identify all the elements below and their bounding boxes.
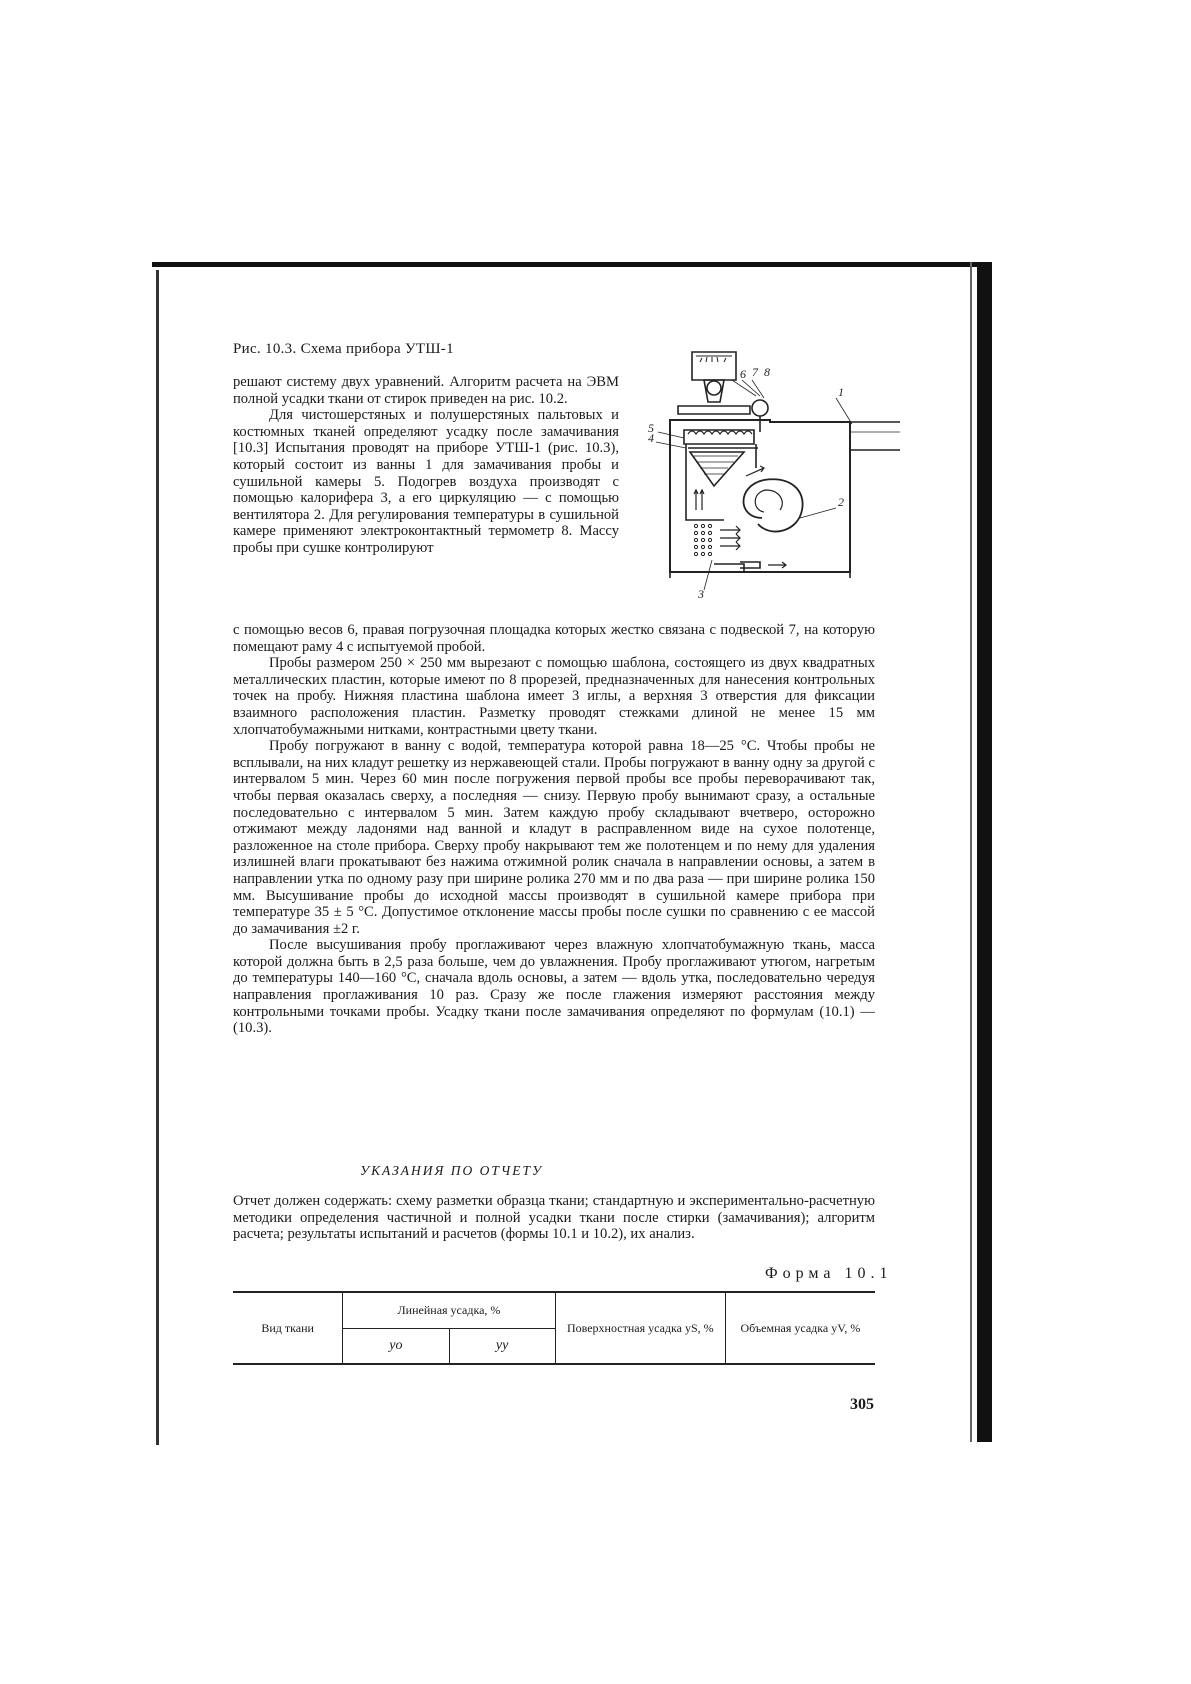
- page-number: 305: [850, 1396, 874, 1413]
- form-label: Форма 10.1: [765, 1265, 893, 1282]
- header-surface-shrinkage: Поверхностная усадка yS, %: [555, 1292, 725, 1364]
- paragraph-algorithm: решают систему двух уравнений. Алгоритм расчета на ЭВМ полной усадки ткани от стирок приведен на рис. 10.2.: [233, 374, 619, 407]
- paragraph-report: Отчет должен содержать: схему разметки образца ткани; стандартную и экспериментально-расчетную методики определения частичной и полной усадки ткани после стирки (замачивания); алгоритм расчета; результаты испытаний и расчетов (формы 10.1 и 10.2), их анализ.: [233, 1193, 875, 1243]
- figure-label-1: 1: [838, 385, 844, 399]
- figure-label-6: 6: [740, 367, 746, 381]
- paragraph-samples: Пробы размером 250 × 250 мм вырезают с помощью шаблона, состоящего из двух квадратных металлических пластин, которые имеют по 8 прорезей, предназначенных для нанесения контрольных точек на пробу. Нижняя пластина шаблона имеет 3 иглы, а верхняя 3 отверстия для фиксации взаимного расположения пластин. Разметку проводят стежками длиной не менее 15 мм хлопчатобумажными нитками, контрастными цвету ткани.: [233, 655, 875, 738]
- paragraph-test-device: Для чистошерстяных и полушерстяных пальтовых и костюмных тканей определяют усадку после замачивания [10.3] Испытания проводят на приборе УТШ-1 (рис. 10.3), который состоит из ванны 1 для замачивания пробы и сушильной камеры 5. Подогрев воздуха производят с помощью калорифера 3, а его циркуляцию — с помощью вентилятора 2. Для регулирования температуры в сушильной камере применяют электроконтактный термометр 8. Массу пробы при сушке контролируют: [233, 407, 619, 556]
- figure-label-3: 3: [698, 587, 704, 600]
- figure-label-2: 2: [838, 495, 844, 509]
- paragraph-scale: с помощью весов 6, правая погрузочная площадка которых жестко связана с подвеской 7, на которую помещают раму 4 с испытуемой пробой.: [233, 622, 875, 655]
- header-linear-shrinkage: Линейная усадка, %: [343, 1292, 555, 1328]
- figure-label-7: 7: [752, 365, 758, 379]
- figure-label-5: 5: [648, 421, 654, 435]
- figure-caption: Рис. 10.3. Схема прибора УТШ-1: [233, 341, 454, 357]
- figure-label-8: 8: [764, 365, 770, 379]
- form-table: [233, 1291, 875, 1365]
- device-schematic: [640, 340, 900, 600]
- scan-border-left: [156, 270, 159, 1445]
- scan-border-top: [152, 262, 992, 267]
- text-body: [233, 622, 875, 1037]
- header-fabric-type: Вид ткани: [233, 1292, 343, 1364]
- scan-border-right: [977, 262, 992, 1442]
- section-heading: УКАЗАНИЯ ПО ОТЧЕТУ: [360, 1163, 544, 1178]
- device-schematic-figure: [640, 340, 900, 600]
- text-column-beside-figure: [233, 374, 619, 557]
- paragraph-soaking: Пробу погружают в ванну с водой, температура которой равна 18—25 °С. Чтобы пробы не всплывали, на них кладут решетку из нержавеющей стали. Пробы погружают в ванну одну за другой с интервалом 5 мин. Через 60 мин после погружения первой пробы все пробы переворачивают так, чтобы первая оказалась сверху, а последняя — снизу. Первую пробу вынимают сразу, а остальные последовательно с интервалом 5 мин. Затем каждую пробу складывают вчетверо, осторожно отжимают между ладонями над ванной и кладут в расправленном виде на сухое полотенце, разложенное на столе прибора. Сверху пробу накрывают тем же полотенцем и по нему для удаления излишней влаги прокатывают без нажима отжимной ролик сначала в направлении основы, а затем в направлении утка по одному разу при ширине ролика 270 мм и по два раза — при ширине ролика 150 мм. Высушивание пробы до исходной массы производят в сушильной камере прибора при температуре 35 ± 5 °С. Допустимое отклонение массы пробы после сушки по сравнению с ее массой до замачивания ±2 г.: [233, 738, 875, 937]
- header-linear-warp: yo: [343, 1328, 449, 1364]
- header-volume-shrinkage: Объемная усадка yV, %: [725, 1292, 875, 1364]
- figure-label-4: 4: [648, 431, 654, 445]
- header-linear-weft: yy: [449, 1328, 555, 1364]
- paragraph-ironing: После высушивания пробу проглаживают через влажную хлопчатобумажную ткань, масса которой должна быть в 2,5 раза больше, чем до увлажнения. Пробу проглаживают утюгом, нагретым до температуры 140—160 °С, сначала вдоль основы, а затем — вдоль утка, последовательно чередуя направления проглаживания 10 раз. Сразу же после глажения измеряют расстояния между контрольными точками пробы. Усадку ткани после замачивания определяют по формулам (10.1) — (10.3).: [233, 937, 875, 1037]
- scan-border-right-thin: [970, 262, 972, 1442]
